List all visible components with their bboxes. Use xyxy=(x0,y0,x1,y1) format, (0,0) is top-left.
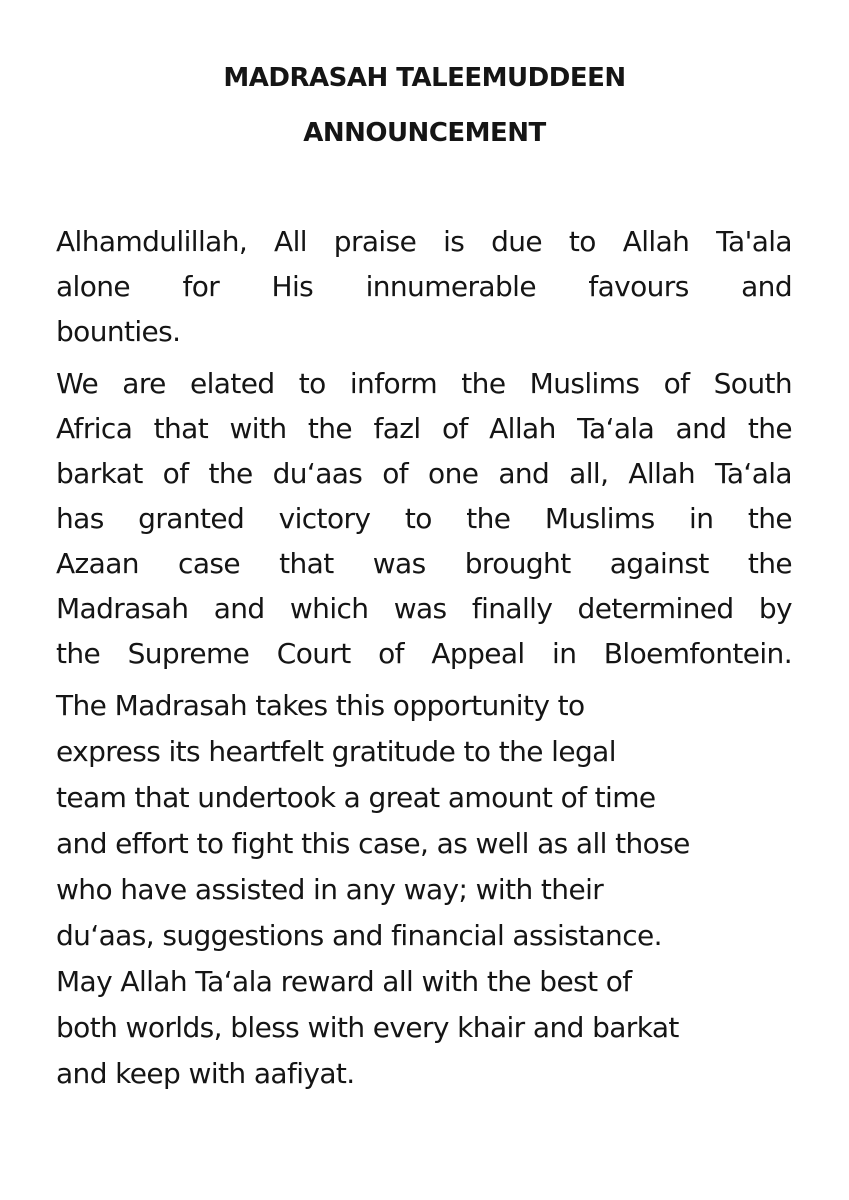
paragraph-line: Alhamdulillah, All praise is due to Allah Ta'ala xyxy=(56,225,792,258)
page-title: MADRASAH TALEEMUDDEEN xyxy=(223,63,626,93)
paragraph-line: and keep with aafiyat. xyxy=(56,1057,355,1090)
paragraph-line: team that undertook a great amount of time xyxy=(56,781,656,814)
paragraph-gratitude xyxy=(56,683,792,1097)
paragraph-line: The Madrasah takes this opportunity to xyxy=(56,689,585,722)
paragraph-line: and effort to fight this case, as well as all those xyxy=(56,827,690,860)
paragraph-line: alone for His innumerable favours and xyxy=(56,270,792,303)
paragraph-line: who have assisted in any way; with their xyxy=(56,873,604,906)
paragraph-line: bounties. xyxy=(56,315,181,348)
paragraph-victory xyxy=(56,361,792,676)
paragraph-line: express its heartfelt gratitude to the legal xyxy=(56,735,616,768)
paragraph-line: barkat of the du‘aas of one and all, Allah Ta‘ala xyxy=(56,457,792,490)
paragraph-praise xyxy=(56,219,792,354)
paragraph-line: Azaan case that was brought against the xyxy=(56,547,792,580)
paragraph-line: the Supreme Court of Appeal in Bloemfontein. xyxy=(56,637,792,670)
paragraph-line: Africa that with the fazl of Allah Ta‘ala and the xyxy=(56,412,792,445)
paragraph-line: May Allah Ta‘ala reward all with the best of xyxy=(56,965,632,998)
paragraph-line: du‘aas, suggestions and financial assistance. xyxy=(56,919,662,952)
paragraph-line: We are elated to inform the Muslims of South xyxy=(56,367,792,400)
paragraph-line: Madrasah and which was finally determined by xyxy=(56,592,792,625)
page-subtitle: ANNOUNCEMENT xyxy=(303,118,546,148)
paragraph-line: has granted victory to the Muslims in the xyxy=(56,502,792,535)
paragraph-line: both worlds, bless with every khair and barkat xyxy=(56,1011,679,1044)
